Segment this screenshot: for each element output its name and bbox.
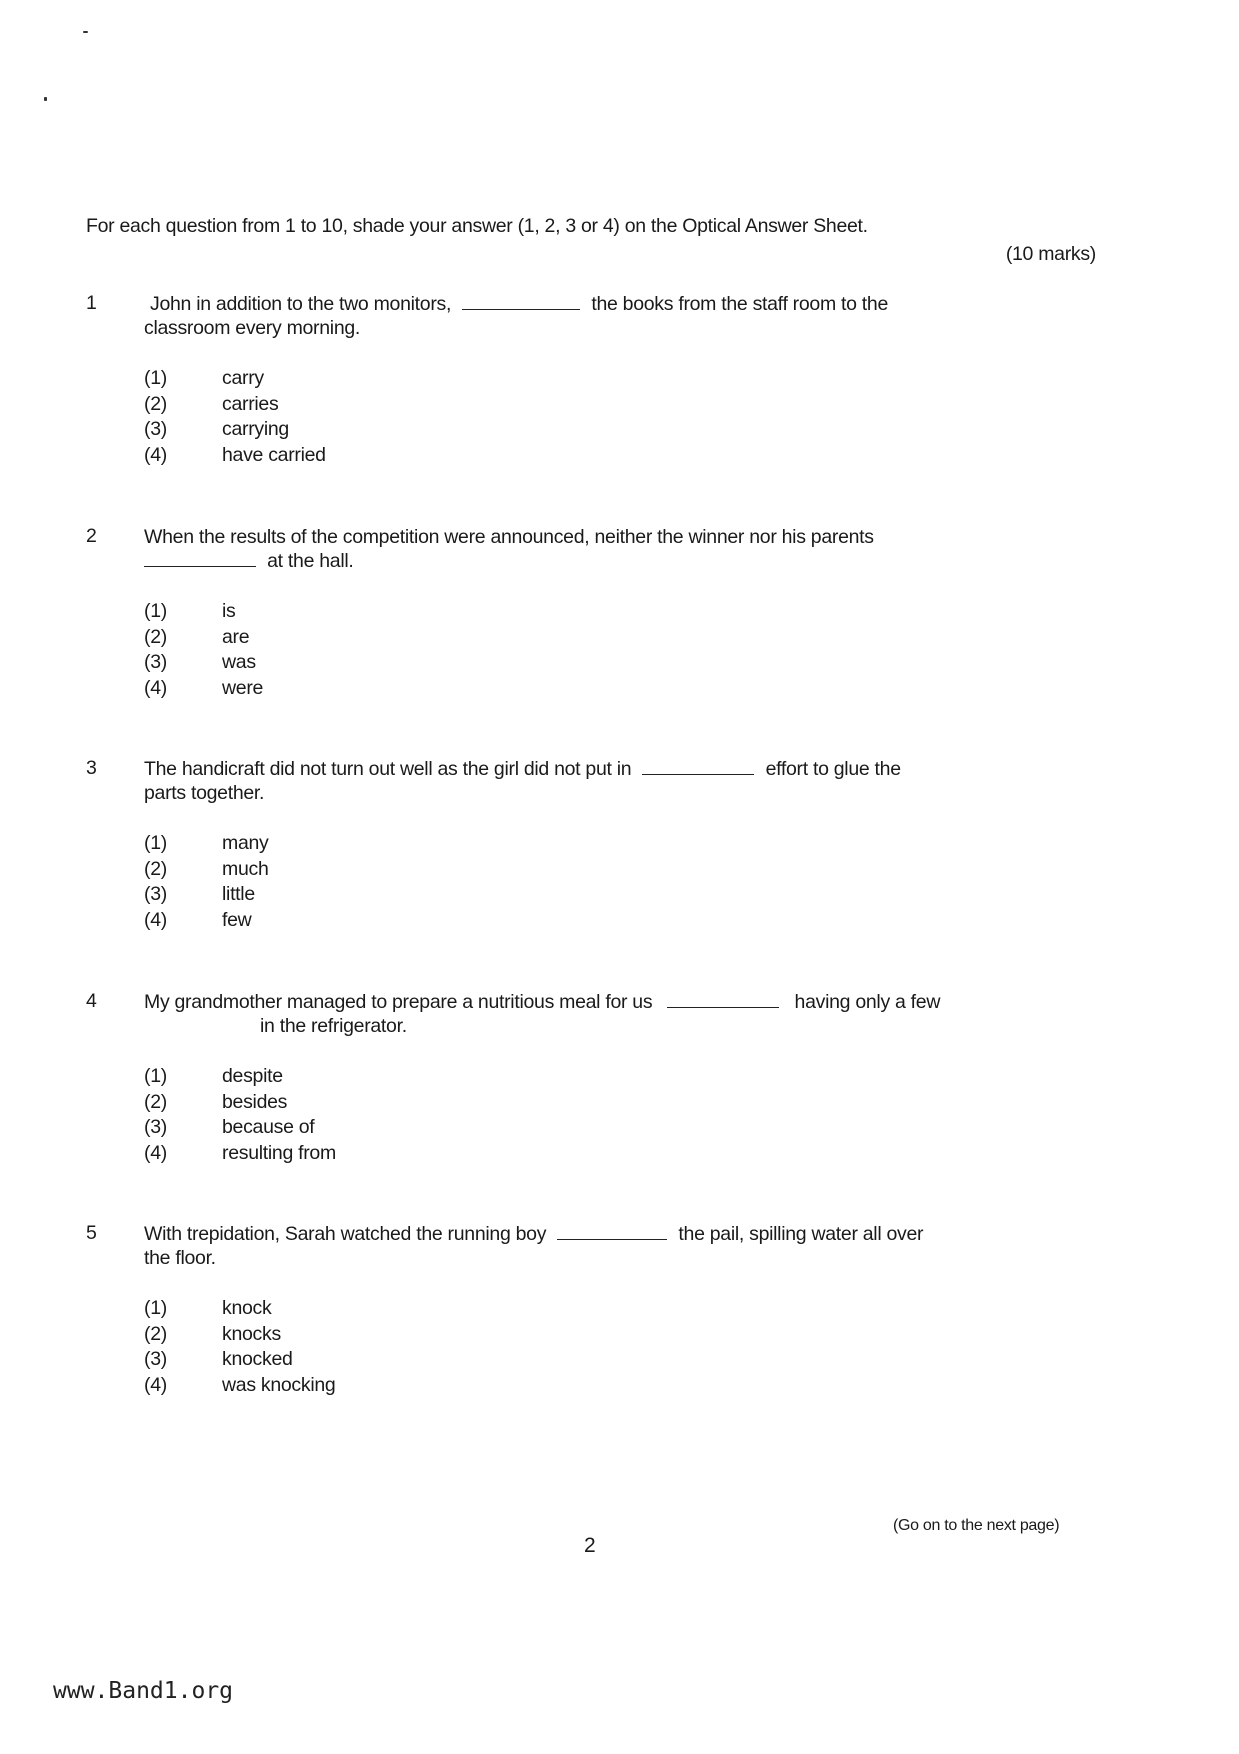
- option-4: (4) were: [144, 676, 264, 699]
- scan-speck: [83, 31, 88, 33]
- options-list: [144, 366, 326, 468]
- question-text-line1: When the results of the competition were announced, neither the winner nor his parents: [144, 526, 874, 548]
- options-list: [144, 599, 263, 701]
- options-list: [144, 831, 268, 933]
- option-1: (1) carry: [144, 367, 264, 389]
- marks-label: (10 marks): [1005, 243, 1096, 265]
- option-2: (2) knocks: [144, 1322, 281, 1345]
- question-text-before-blank: With trepidation, Sarah watched the running boy: [144, 1223, 547, 1245]
- options-list: [144, 1296, 335, 1398]
- option-1: (1) despite: [144, 1065, 283, 1087]
- option-4: (4) resulting from: [144, 1141, 336, 1164]
- option-1: (1) knock: [144, 1297, 272, 1319]
- option-2: (2) much: [144, 857, 269, 880]
- question-text-line2: the floor.: [144, 1247, 216, 1269]
- question-text: [144, 292, 1050, 340]
- option-3: (3) carrying: [144, 418, 289, 440]
- question-text-after-blank: the books from the staff room to the: [591, 293, 889, 315]
- options-list: [144, 1064, 336, 1166]
- option-3: (3) because of: [144, 1116, 315, 1138]
- question-text-after-blank: the pail, spilling water all over: [678, 1223, 924, 1245]
- website-watermark: www.Band1.org: [53, 1678, 234, 1704]
- answer-blank: [667, 991, 779, 1008]
- question-number: 5: [86, 1222, 97, 1244]
- option-3: (3) knocked: [144, 1348, 293, 1370]
- answer-blank: [557, 1223, 667, 1240]
- question-number: 4: [86, 990, 97, 1012]
- question-number: 1: [86, 292, 97, 314]
- instructions: [86, 215, 1096, 265]
- option-4: (4) few: [144, 908, 252, 931]
- option-3: (3) little: [144, 883, 255, 905]
- option-3: (3) was: [144, 651, 256, 673]
- answer-blank: [144, 550, 256, 567]
- go-on-note: (Go on to the next page): [893, 1517, 1060, 1534]
- option-1: (1) many: [144, 832, 269, 854]
- question-text: [144, 525, 1044, 573]
- answer-blank: [462, 293, 580, 310]
- question-text-line2: classroom every morning.: [144, 317, 361, 339]
- page-number: 2: [584, 1534, 596, 1557]
- option-1: (1) is: [144, 600, 236, 622]
- question-text-before-blank: My grandmother managed to prepare a nutritious meal for us: [144, 991, 653, 1013]
- option-2: (2) carries: [144, 392, 279, 415]
- question-text-after-blank: having only a few: [794, 991, 941, 1013]
- question-text-line2: in the refrigerator.: [260, 1015, 407, 1037]
- option-2: (2) are: [144, 625, 250, 648]
- question-text: [144, 1222, 1044, 1270]
- question-number: 3: [86, 757, 97, 779]
- option-4: (4) have carried: [144, 443, 326, 466]
- question-text: [144, 990, 1044, 1038]
- question-text-before-blank: The handicraft did not turn out well as the girl did not put in: [144, 758, 632, 780]
- question-text-before-blank: John in addition to the two monitors,: [150, 293, 452, 315]
- question-text-after-blank: at the hall.: [267, 550, 354, 572]
- question-number: 2: [86, 525, 97, 547]
- instructions-text: For each question from 1 to 10, shade your answer (1, 2, 3 or 4) on the Optical Answer Sheet.: [86, 215, 868, 237]
- option-2: (2) besides: [144, 1090, 288, 1113]
- option-4: (4) was knocking: [144, 1373, 336, 1396]
- answer-blank: [642, 758, 754, 775]
- question-text-after-blank: effort to glue the: [765, 758, 901, 780]
- question-text: [144, 757, 1044, 805]
- scan-speck: [44, 97, 47, 101]
- question-text-line2: parts together.: [144, 782, 265, 804]
